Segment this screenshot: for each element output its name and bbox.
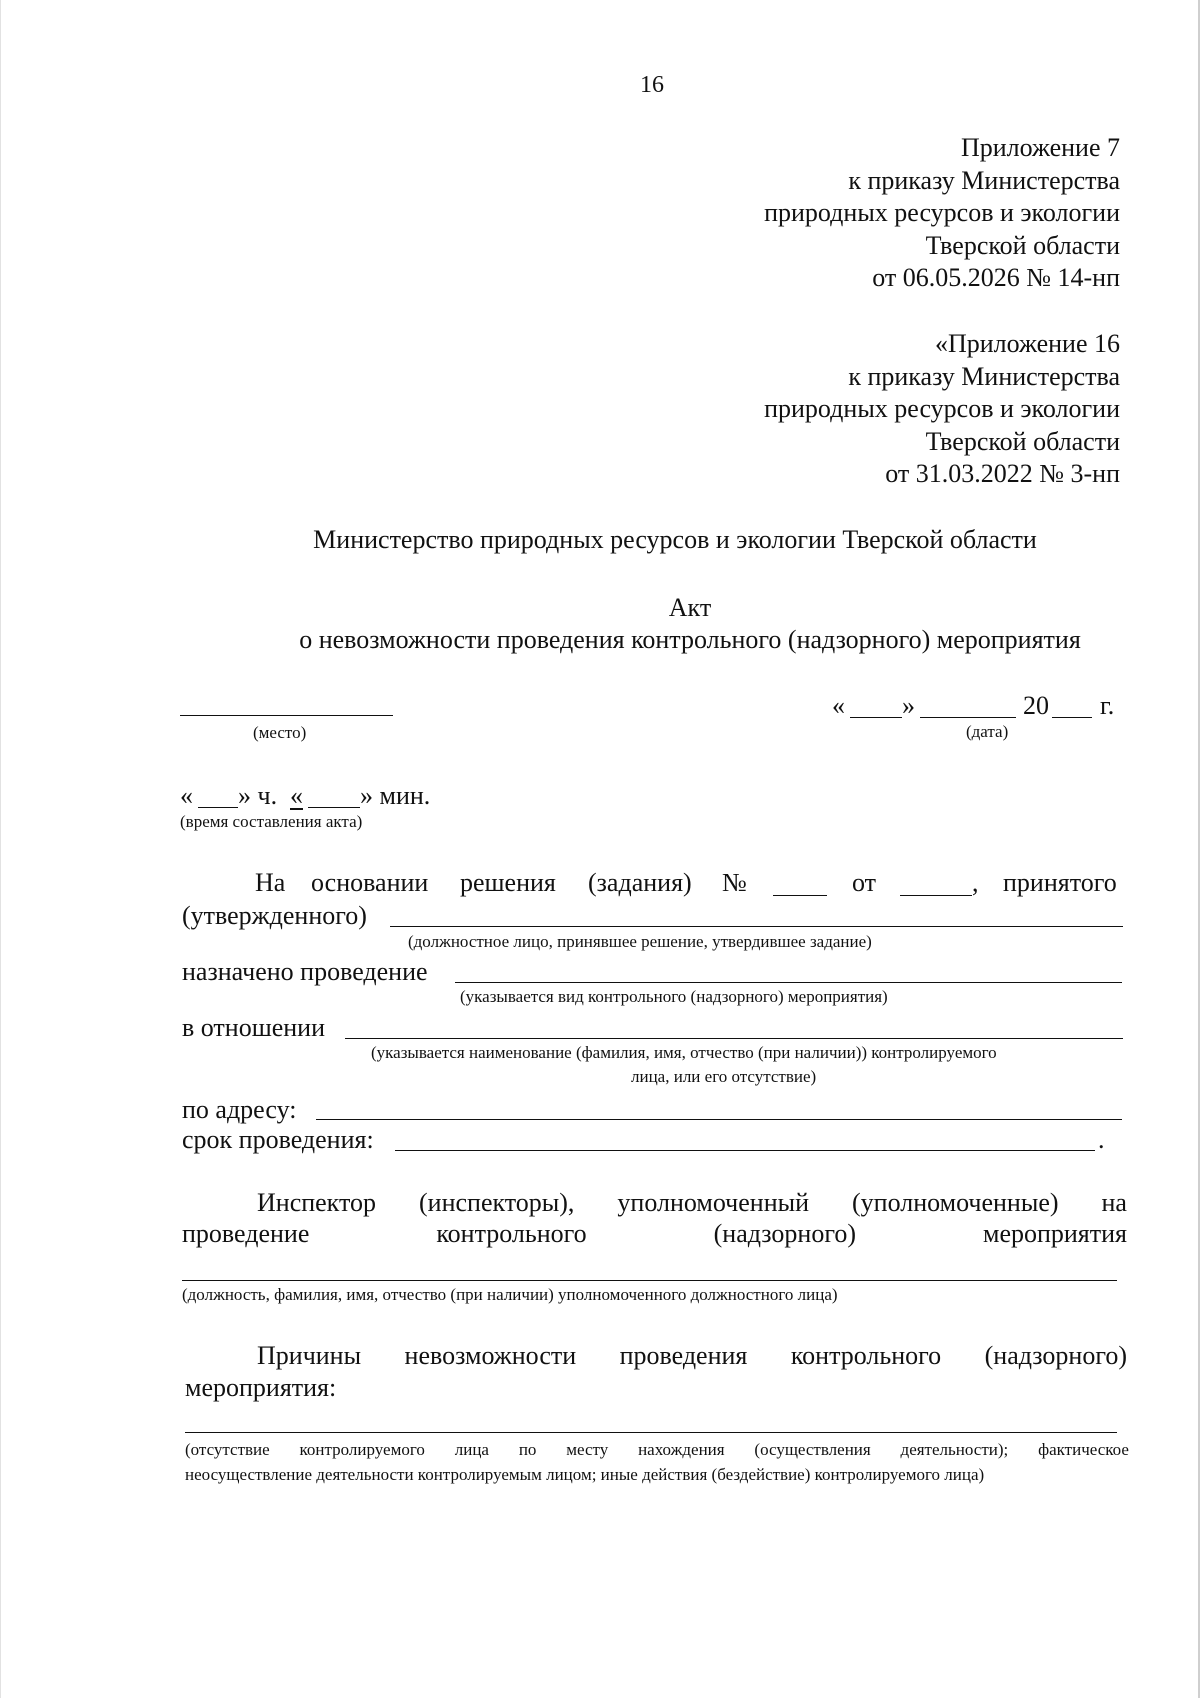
approved-caption: (должностное лицо, принявшее решение, утвердившее задание) bbox=[408, 932, 872, 951]
reasons-caption-word: лица bbox=[454, 1440, 489, 1459]
reasons-word: контрольного bbox=[790, 1341, 942, 1370]
appendix-current-line: Тверской области bbox=[925, 230, 1120, 260]
inspector-word: (надзорного) bbox=[713, 1219, 857, 1248]
assigned-line bbox=[455, 982, 1122, 983]
date-year-line bbox=[1052, 717, 1092, 718]
appendix-current-line: от 06.05.2026 № 14-нп bbox=[872, 263, 1120, 292]
reasons-caption-word: по bbox=[518, 1440, 537, 1459]
date-day-line bbox=[850, 717, 902, 718]
inspector-word: Инспектор bbox=[257, 1188, 376, 1217]
reasons-caption-word: деятельности); bbox=[900, 1440, 1009, 1459]
approved-label: (утвержденного) bbox=[182, 901, 367, 930]
inspector-word: (инспекторы), bbox=[419, 1188, 575, 1217]
act-title: Акт bbox=[668, 593, 712, 622]
inspector-line-1 bbox=[257, 1187, 1127, 1219]
appendix-current-line: Приложение 7 bbox=[960, 133, 1120, 162]
reasons-caption-1 bbox=[185, 1439, 1129, 1460]
inspector-word: контрольного bbox=[436, 1219, 587, 1248]
page-number: 16 bbox=[640, 72, 664, 98]
reasons-caption-word: фактическое bbox=[1038, 1440, 1129, 1459]
regarding-line bbox=[345, 1038, 1123, 1039]
address-line bbox=[316, 1119, 1122, 1120]
basis-word: принятого bbox=[1003, 868, 1117, 897]
date-caption: (дата) bbox=[966, 722, 1009, 741]
inspector-word: (уполномоченные) bbox=[852, 1188, 1059, 1217]
basis-word: На bbox=[255, 868, 286, 897]
approved-line bbox=[390, 926, 1123, 927]
appendix-original-line: «Приложение 16 bbox=[934, 329, 1120, 358]
appendix-current-line: к приказу Министерства bbox=[848, 165, 1120, 195]
time-hours-suffix: » ч. bbox=[238, 781, 278, 810]
date-year-suffix: г. bbox=[1100, 691, 1115, 720]
place-line bbox=[180, 715, 393, 716]
date-month-line bbox=[920, 717, 1016, 718]
reasons-word: проведения bbox=[619, 1341, 748, 1370]
term-line bbox=[395, 1150, 1095, 1151]
appendix-original-line: к приказу Министерства bbox=[848, 361, 1120, 391]
reasons-line bbox=[185, 1432, 1117, 1433]
appendix-original-line: Тверской области bbox=[925, 426, 1120, 456]
regarding-caption-1: (указывается наименование (фамилия, имя, отчество (при наличии)) контролируемого bbox=[371, 1043, 997, 1062]
inspector-word: мероприятия bbox=[982, 1219, 1127, 1248]
inspector-word: уполномоченный bbox=[617, 1188, 809, 1217]
reasons-word: невозможности bbox=[404, 1341, 577, 1370]
reasons-caption-word: (отсутствие bbox=[185, 1440, 270, 1459]
reasons-caption-word: месту bbox=[566, 1440, 609, 1459]
term-end: . bbox=[1098, 1125, 1105, 1154]
time-hours-line bbox=[198, 807, 238, 808]
reasons-caption-word: контролируемого bbox=[299, 1440, 425, 1459]
reasons-caption-word: (осуществления bbox=[754, 1440, 871, 1459]
basis-word: (задания) bbox=[588, 868, 692, 897]
act-subtitle: о невозможности проведения контрольного (надзорного) мероприятия bbox=[299, 625, 1081, 654]
inspector-line bbox=[182, 1280, 1117, 1281]
basis-word: решения bbox=[460, 868, 556, 897]
appendix-current-block bbox=[764, 132, 1120, 295]
reasons-word: Причины bbox=[257, 1341, 362, 1370]
term-label: срок проведения: bbox=[182, 1125, 374, 1154]
reasons-word: (надзорного) bbox=[984, 1341, 1127, 1370]
page-edge-left bbox=[0, 0, 1, 1698]
basis-word: основании bbox=[311, 868, 429, 897]
reasons-line-2: мероприятия: bbox=[185, 1373, 337, 1402]
decision-date-line bbox=[900, 895, 972, 896]
inspector-caption: (должность, фамилия, имя, отчество (при наличии) уполномоченного должностного лица) bbox=[182, 1285, 838, 1304]
regarding-caption-2: лица, или его отсутствие) bbox=[631, 1067, 817, 1086]
basis-word: от bbox=[852, 868, 877, 897]
ministry-name: Министерство природных ресурсов и экологии Тверской области bbox=[313, 525, 1037, 554]
time-caption: (время составления акта) bbox=[180, 812, 363, 831]
reasons-caption-word: нахождения bbox=[638, 1440, 725, 1459]
basis-word: , bbox=[972, 868, 979, 897]
appendix-original-line: от 31.03.2022 № 3-нп bbox=[885, 459, 1120, 488]
assigned-caption: (указывается вид контрольного (надзорного) мероприятия) bbox=[460, 987, 888, 1006]
regarding-label: в отношении bbox=[182, 1013, 326, 1042]
appendix-original-line: природных ресурсов и экологии bbox=[764, 394, 1120, 423]
date-close-quote: » bbox=[902, 691, 915, 720]
time-minutes-line bbox=[308, 807, 360, 808]
date-year-prefix: 20 bbox=[1023, 691, 1049, 720]
time-minutes-open-quote: « bbox=[290, 781, 303, 810]
place-caption: (место) bbox=[253, 723, 307, 742]
date-open-quote: « bbox=[832, 691, 845, 720]
appendix-original-block bbox=[764, 328, 1120, 491]
basis-word: № bbox=[722, 868, 747, 897]
assigned-label: назначено проведение bbox=[182, 957, 428, 986]
inspector-word: на bbox=[1101, 1188, 1127, 1217]
inspector-line-2 bbox=[182, 1218, 1127, 1250]
address-label: по адресу: bbox=[182, 1095, 297, 1124]
reasons-caption-2: неосуществление деятельности контролируемым лицом; иные действия (бездействие) контролируемого лица) bbox=[185, 1465, 985, 1484]
time-open-quote: « bbox=[180, 781, 193, 810]
reasons-line-1 bbox=[257, 1340, 1127, 1372]
time-minutes-suffix: » мин. bbox=[360, 781, 431, 810]
decision-number-line bbox=[773, 895, 827, 896]
inspector-word: проведение bbox=[182, 1219, 310, 1248]
appendix-current-line: природных ресурсов и экологии bbox=[764, 198, 1120, 227]
